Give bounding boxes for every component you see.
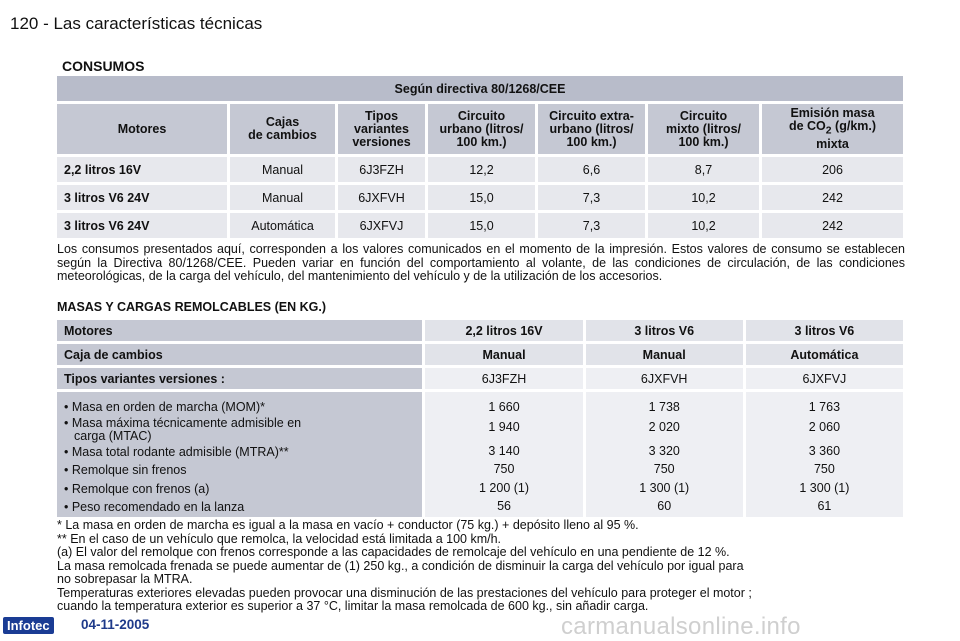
footnote: Temperaturas exteriores elevadas pueden provocar una disminución de las prestaciones del vehículo para proteger el motor ; xyxy=(57,585,752,600)
col-extraurbano: Circuito extra- urbano (litros/ 100 km.) xyxy=(538,104,645,154)
table-row: Tipos variantes versiones : 6J3FZH 6JXFVH 6JXFVJ xyxy=(57,368,903,389)
consumos-table xyxy=(54,73,906,241)
col-cajas: Cajas de cambios xyxy=(230,104,335,154)
col-urbano: Circuito urbano (litros/ 100 km.) xyxy=(428,104,535,154)
table-row: 3 litros V6 24V Manual 6JXFVH 15,0 7,3 10,2 242 xyxy=(57,185,903,210)
col-emision: Emisión masa de $CO_2$ (g/km.) mixta xyxy=(762,104,903,154)
col-motores: Motores xyxy=(57,104,227,154)
page-header: 120 - Las características técnicas xyxy=(10,14,263,33)
footnotes xyxy=(57,519,907,614)
table-row: Caja de cambios Manual Manual Automática xyxy=(57,344,903,365)
masas-table xyxy=(54,317,906,520)
masas-labels: • Masa en orden de marcha (MOM)* • Masa máxima técnicamente admisible en carga (MTAC) • Masa total rodante admisible (MTRA)** • Remolque sin frenos • Remolque con frenos (a) • Peso recomendado en la lanza xyxy=(57,392,422,517)
footnote: La masa remolcada frenada se puede aumentar de (1) 250 kg., a condición de disminuir la carga del vehículo por igual para xyxy=(57,558,744,573)
table-row xyxy=(57,392,903,517)
consumos-note: Los consumos presentados aquí, corresponden a los valores comunicados en el momento de la impresión. Estos valores de consumo se establecen según la Directiva 80/1268/CEE. Pueden variar en función del comportamiento al volante, de las condiciones de circulación, de las condiciones meteorológicas, de la carga del vehículo, del mantenimiento del vehículo y de la utilización de los accesorios. xyxy=(57,242,905,283)
footnote: no sobrepasar la MTRA. xyxy=(57,572,193,586)
footnote: cuando la temperatura exterior es superior a 37 °C, limitar la masa remolcada de 600 kg., sin añadir carga. xyxy=(57,599,649,613)
col-mixto: Circuito mixto (litros/ 100 km.) xyxy=(648,104,759,154)
table-row: 3 litros V6 24V Automática 6JXFVJ 15,0 7,3 10,2 242 xyxy=(57,213,903,238)
table-row: 2,2 litros 16V Manual 6J3FZH 12,2 6,6 8,7 206 xyxy=(57,157,903,182)
directive-header: Según directiva 80/1268/CEE xyxy=(57,76,903,101)
infotec-logo: Infotec xyxy=(3,617,54,634)
table-row: Motores 2,2 litros 16V 3 litros V6 3 litros V6 xyxy=(57,320,903,341)
footer-date: 04-11-2005 xyxy=(81,617,150,632)
col-tipos: Tipos variantes versiones xyxy=(338,104,425,154)
masas-values-col1: 1 660 1 940 3 140 750 1 200 (1) 56 xyxy=(425,392,582,517)
footnote: * La masa en orden de marcha es igual a la masa en vacío + conductor (75 kg.) + depósito lleno al 95 %. xyxy=(57,518,639,532)
masas-title: MASAS Y CARGAS REMOLCABLES (EN KG.) xyxy=(57,300,327,314)
masas-values-col2: 1 738 2 020 3 320 750 1 300 (1) 60 xyxy=(586,392,743,517)
footnote: ** En el caso de un vehículo que remolca, la velocidad está limitada a 100 km/h. xyxy=(57,531,502,546)
watermark: carmanualsonline.info xyxy=(561,613,801,640)
footnote: (a) El valor del remolque con frenos corresponde a las capacidades de remolcaje del vehículo en una pendiente de 12 %. xyxy=(57,545,730,559)
consumos-title: CONSUMOS xyxy=(62,58,145,74)
masas-values-col3: 1 763 2 060 3 360 750 1 300 (1) 61 xyxy=(746,392,903,517)
